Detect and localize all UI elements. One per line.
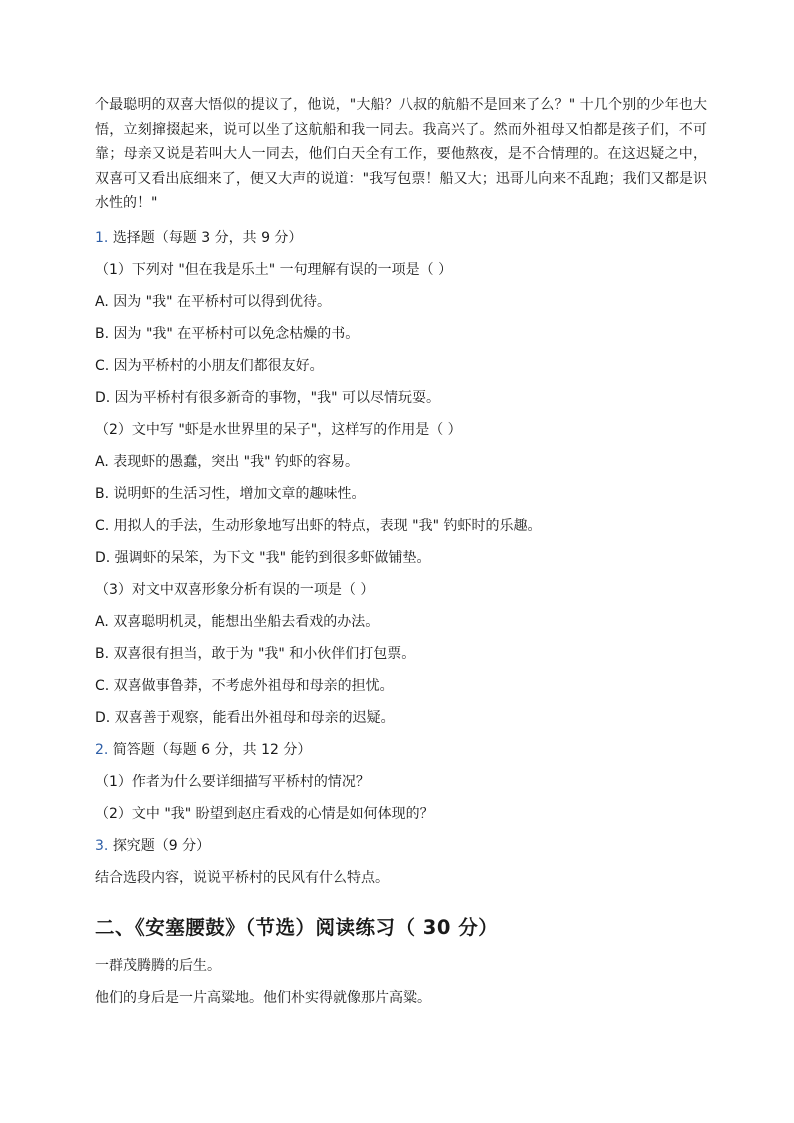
question-1-3-option-c: C. 双喜做事鲁莽，不考虑外祖母和母亲的担忧。 <box>95 677 394 694</box>
question-1-2-option-d: D. 强调虾的呆笨，为下文 "我" 能钓到很多虾做铺垫。 <box>95 549 431 566</box>
question-1-2-stem: （2）文中写 "虾是水世界里的呆子"，这样写的作用是（ ） <box>95 421 462 438</box>
question-1-2-option-c: C. 用拟人的手法，生动形象地写出虾的特点，表现 "我" 钓虾时的乐趣。 <box>95 517 542 534</box>
section-2-title: 简答题（每题 6 分，共 12 分） <box>112 741 312 758</box>
question-1-3-option-d: D. 双喜善于观察，能看出外祖母和母亲的迟疑。 <box>95 709 395 726</box>
page-content <box>95 93 707 1014</box>
part-2-line-1: 一群茂腾腾的后生。 <box>95 957 221 974</box>
question-2-1: （1）作者为什么要详细描写平桥村的情况？ <box>95 773 370 790</box>
section-1-title: 选择题（每题 3 分，共 9 分） <box>112 229 303 246</box>
question-1-1-option-a: A. 因为 "我" 在平桥村可以得到优待。 <box>95 293 332 310</box>
section-1-number: 1. <box>95 229 109 246</box>
section-3-title: 探究题（9 分） <box>112 837 211 854</box>
question-1-1-stem: （1）下列对 "但在我是乐土" 一句理解有误的一项是（ ） <box>95 261 453 278</box>
question-1-3-option-b: B. 双喜很有担当，敢于为 "我" 和小伙伴们打包票。 <box>95 645 416 662</box>
question-1-3-option-a: A. 双喜聪明机灵，能想出坐船去看戏的办法。 <box>95 613 380 630</box>
question-1-1-option-d: D. 因为平桥村有很多新奇的事物，"我" 可以尽情玩耍。 <box>95 389 441 406</box>
question-1-3-stem: （3）对文中双喜形象分析有误的一项是（ ） <box>95 581 375 598</box>
part-2-line-2: 他们的身后是一片高粱地。他们朴实得就像那片高粱。 <box>95 989 431 1006</box>
question-1-1-option-b: B. 因为 "我" 在平桥村可以免念枯燥的书。 <box>95 325 360 342</box>
question-2-2: （2）文中 "我" 盼望到赵庄看戏的心情是如何体现的？ <box>95 805 434 822</box>
section-3-heading <box>95 830 707 862</box>
part-2-heading: 二、《安塞腰鼓》（节选）阅读练习（ 30 分） <box>95 915 499 939</box>
story-passage: 个最聪明的双喜大悟似的提议了，他说，"大船？八叔的航船不是回来了么？" 十几个别的少年也大悟，立刻撺掇起来，说可以坐了这航船和我一同去。我高兴了。然而外祖母又怕都是孩子们，不可靠；母亲又说是若叫大人一同去，他们白天全有工作，要他熬夜，是不合情理的。在这迟疑之中，双喜可又看出底细来了，便又大声的说道："我写包票！船又大；迅哥儿向来不乱跑；我们又都是识水性的！" <box>95 97 707 212</box>
section-3-number: 3. <box>95 837 109 854</box>
section-1-heading <box>95 222 707 254</box>
question-1-1-option-c: C. 因为平桥村的小朋友们都很友好。 <box>95 357 324 374</box>
section-2-heading <box>95 734 707 766</box>
section-2-number: 2. <box>95 741 109 758</box>
question-1-2-option-a: A. 表现虾的愚蠢，突出 "我" 钓虾的容易。 <box>95 453 360 470</box>
section-3-prompt: 结合选段内容，说说平桥村的民风有什么特点。 <box>95 869 389 886</box>
question-1-2-option-b: B. 说明虾的生活习性，增加文章的趣味性。 <box>95 485 366 502</box>
